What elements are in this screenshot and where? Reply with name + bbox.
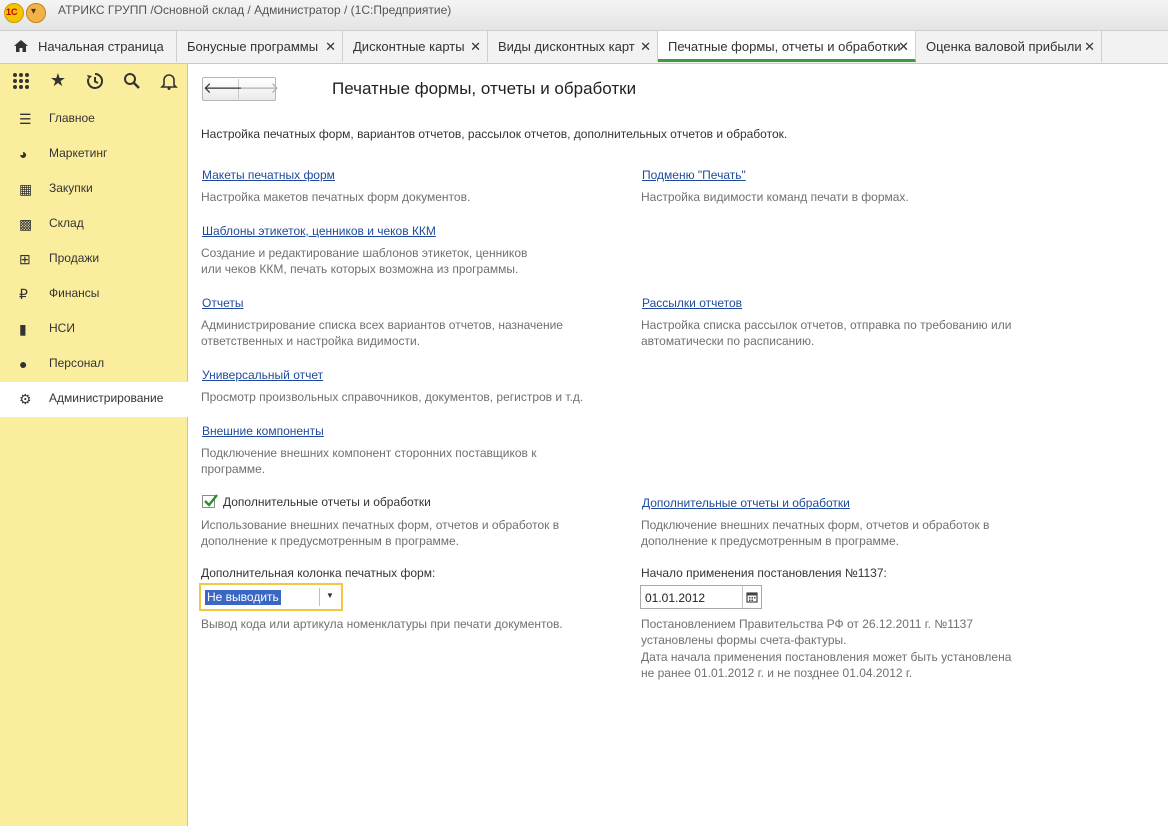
desc-label-templates-line2: или чеков ККМ, печать которых возможна из программы. [201,262,519,276]
tab-label: Начальная страница [38,39,164,54]
desc-resolution-line4: не ранее 01.01.2012 г. и не позднее 01.04.2012 г. [641,666,913,680]
desc-reports-line2: ответственных и настройка видимости. [201,334,421,348]
extra-column-value[interactable]: Не выводить [207,590,279,604]
forward-button[interactable] [239,79,280,99]
tab-discount-cards[interactable] [343,31,488,62]
desc-print-submenu: Настройка видимости команд печати в формах. [641,190,909,204]
desc-additional-checkbox-line2: дополнение к предусмотренным в программе. [201,534,460,548]
tab-gross-profit[interactable] [916,31,1102,62]
search-icon[interactable] [121,72,143,94]
books-icon: ▮ [19,321,27,337]
sidebar-item-label: Персонал [49,356,105,370]
divider [319,588,320,606]
dropdown-arrow-icon[interactable]: ▼ [326,591,334,600]
tab-home[interactable] [0,31,177,62]
sidebar-item-label: Финансы [49,286,100,300]
resolution-date-label: Начало применения постановления №1137: [641,566,887,580]
tab-label: Печатные формы, отчеты и обработки [668,39,901,54]
link-reports[interactable]: Отчеты [202,296,244,310]
close-icon[interactable]: ✕ [325,39,336,54]
extra-column-select[interactable] [199,583,343,611]
sidebar-item-purchases[interactable] [0,172,188,207]
link-external-components[interactable]: Внешние компоненты [202,424,324,438]
desc-report-mailings-line1: Настройка списка рассылок отчетов, отправка по требованию или [641,318,1012,332]
chevron-down-icon: ▾ [31,6,37,17]
favorites-star-icon[interactable]: ★ [49,70,67,90]
desc-print-layouts: Настройка макетов печатных форм документов. [201,190,471,204]
link-print-layouts[interactable]: Макеты печатных форм [202,168,335,182]
desc-universal-report: Просмотр произвольных справочников, документов, регистров и т.д. [201,390,584,404]
link-label-templates[interactable]: Шаблоны этикеток, ценников и чеков ККМ [202,224,436,238]
desc-label-templates-line1: Создание и редактирование шаблонов этикеток, ценников [201,246,528,260]
tab-discount-card-types[interactable] [488,31,658,62]
apps-grid-icon[interactable] [10,72,32,94]
tab-label: Оценка валовой прибыли [926,39,1082,54]
resolution-date-field[interactable] [640,585,762,609]
tab-label: Виды дисконтных карт [498,39,635,54]
page-intro: Настройка печатных форм, вариантов отчетов, рассылок отчетов, дополнительных отчетов и обработок. [201,127,788,141]
sidebar-item-nsi[interactable] [0,312,188,347]
arrow-right-icon: 🡒 [239,80,280,97]
person-icon: ● [19,356,28,372]
close-icon[interactable]: ✕ [470,39,481,54]
sidebar-item-label: Маркетинг [49,146,108,160]
link-additional-reports[interactable]: Дополнительные отчеты и обработки [642,496,850,510]
pie-chart-icon: ◕ [19,146,28,162]
sidebar-item-label: Склад [49,216,84,230]
link-report-mailings[interactable]: Рассылки отчетов [642,296,743,310]
desc-resolution-line3: Дата начала применения постановления может быть установлена [641,650,1012,664]
desc-external-components-line1: Подключение внешних компонент сторонних поставщиков к [201,446,537,460]
desc-resolution-line1: Постановлением Правительства РФ от 26.12.2011 г. №1137 [641,617,974,631]
logo-text: 1С [6,7,18,17]
desc-external-components-line2: программе. [201,462,266,476]
desc-reports-line1: Администрирование списка всех вариантов отчетов, назначение [201,318,563,332]
sidebar [0,64,188,826]
ruble-coin-icon: ₽ [19,286,28,302]
sidebar-item-administration[interactable] [0,382,188,417]
desc-report-mailings-line2: автоматически по расписанию. [641,334,815,348]
sidebar-item-label: Продажи [49,251,100,265]
divider [742,586,743,608]
close-icon[interactable]: ✕ [898,39,909,54]
back-button[interactable] [203,79,244,99]
arrow-left-icon: 🡐 [203,80,244,97]
nav-buttons [202,77,280,101]
desc-additional-link-line1: Подключение внешних печатных форм, отчетов и обработок в [641,518,990,532]
window-title: АТРИКС ГРУПП /Основной склад / Администратор / (1С:Предприятие) [58,3,452,17]
sidebar-item-label: Главное [49,111,95,125]
close-icon[interactable]: ✕ [640,39,651,54]
sidebar-item-warehouse[interactable] [0,207,188,242]
tab-bar [0,31,1168,64]
page-title: Печатные формы, отчеты и обработки [332,79,637,98]
additional-reports-checkbox[interactable] [202,495,215,508]
sidebar-toolbar [0,64,188,100]
desc-extra-column: Вывод кода или артикула номенклатуры при печати документов. [201,617,563,631]
link-universal-report[interactable]: Универсальный отчет [202,368,324,382]
tab-print-forms[interactable] [658,31,916,62]
sidebar-item-marketing[interactable] [0,137,188,172]
sidebar-item-main[interactable] [0,102,188,137]
main-menu-button[interactable] [26,3,46,23]
title-bar [0,0,1168,31]
tab-label: Дисконтные карты [353,39,465,54]
checkmark-icon [203,494,218,509]
cart-icon: ▦ [19,181,33,197]
tab-label: Бонусные программы [187,39,319,54]
sidebar-item-sales[interactable] [0,242,188,277]
menu-lines-icon: ☰ [19,111,32,127]
link-print-submenu[interactable]: Подменю "Печать" [642,168,746,182]
gear-icon: ⚙ [19,391,32,407]
resolution-date-value[interactable]: 01.01.2012 [645,591,706,605]
home-icon [13,39,29,53]
desc-resolution-line2: установлены формы счета-фактуры. [641,633,847,647]
sidebar-item-label: Администрирование [49,391,164,405]
sidebar-item-label: НСИ [49,321,75,335]
additional-reports-checkbox-label[interactable]: Дополнительные отчеты и обработки [223,495,431,509]
warehouse-icon: ▩ [19,216,33,232]
close-icon[interactable]: ✕ [1084,39,1095,54]
calendar-icon[interactable] [746,591,758,603]
sidebar-item-label: Закупки [49,181,93,195]
notifications-bell-icon[interactable] [158,72,180,94]
sidebar-item-finance[interactable] [0,277,188,312]
history-icon[interactable] [84,72,106,94]
tab-bonus-programs[interactable] [177,31,343,62]
extra-column-label: Дополнительная колонка печатных форм: [201,566,436,580]
desc-additional-link-line2: дополнение к предусмотренным в программе. [641,534,900,548]
desc-additional-checkbox-line1: Использование внешних печатных форм, отчетов и обработок в [201,518,560,532]
app-logo[interactable] [4,3,24,23]
sidebar-item-personnel[interactable] [0,347,188,382]
basket-icon: ⊞ [19,251,31,267]
